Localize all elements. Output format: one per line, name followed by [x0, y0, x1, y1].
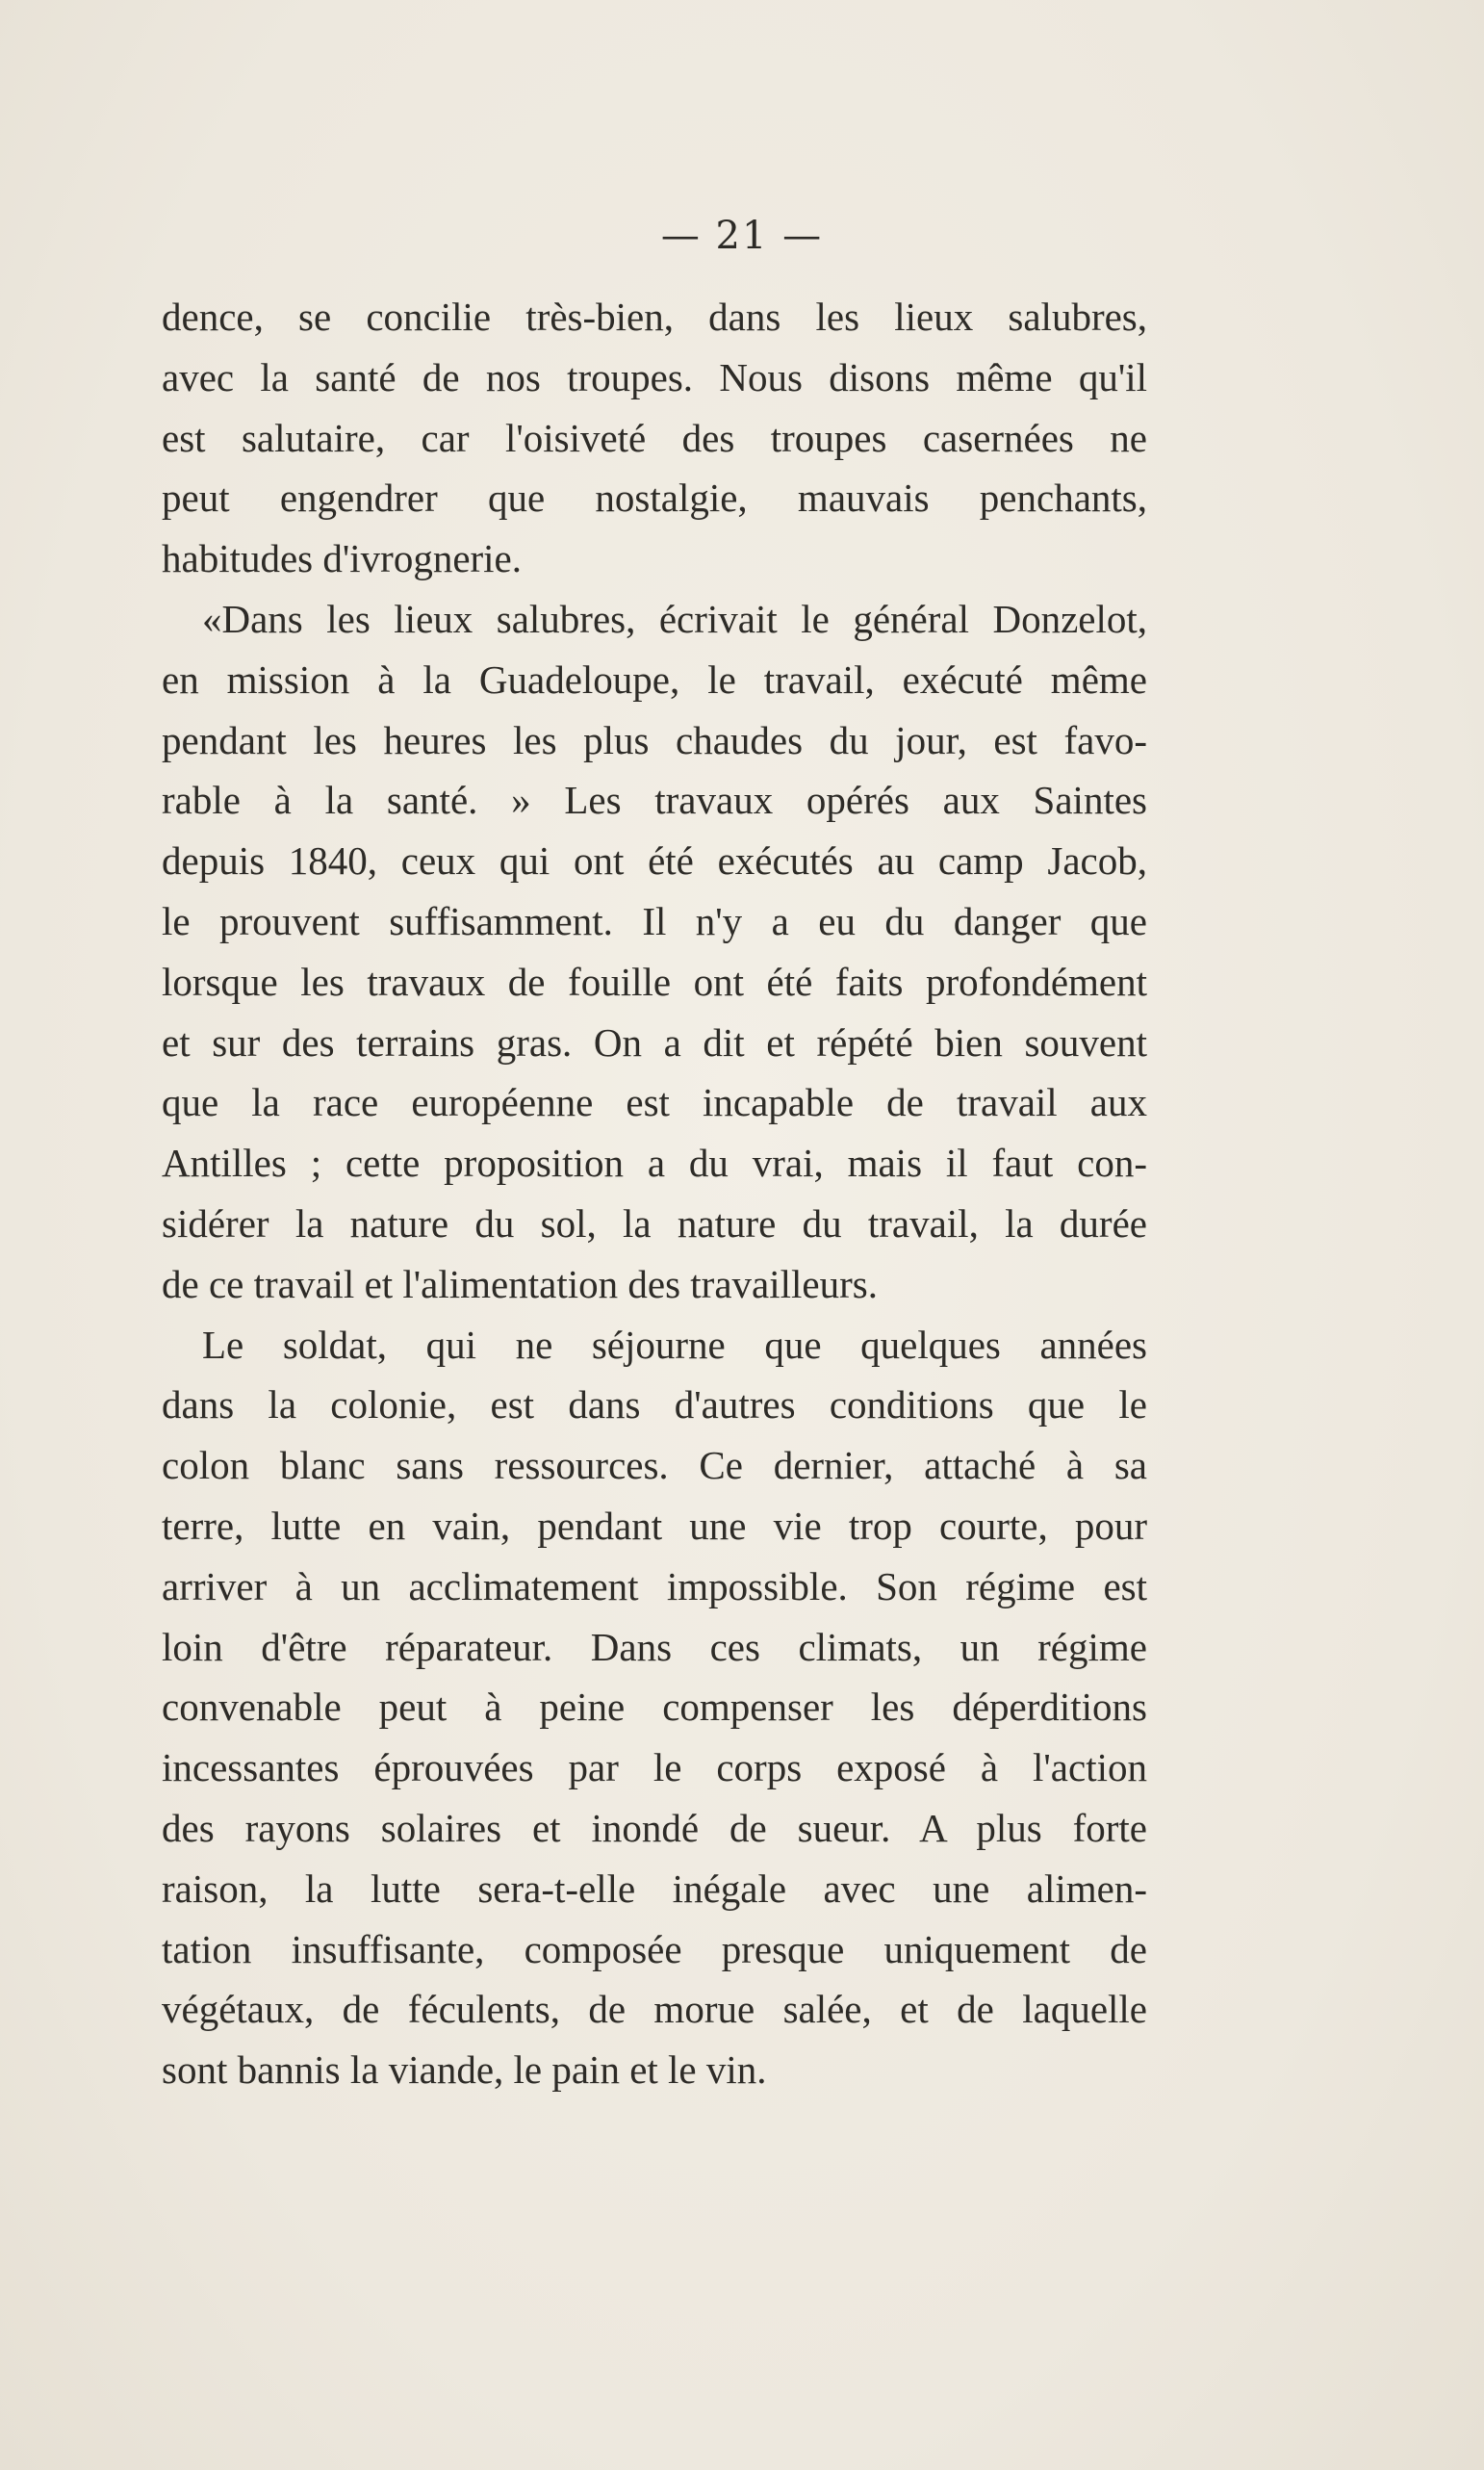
text-line: terre, lutte en vain, pendant une vie trop courte, pour	[162, 1503, 1147, 1548]
text-line: avec la santé de nos troupes. Nous disons même qu'il	[162, 354, 1147, 399]
text-line: rable à la santé. » Les travaux opérés aux Saintes	[162, 778, 1147, 823]
text-line: loin d'être réparateur. Dans ces climats, un régime	[162, 1624, 1147, 1669]
text-line: tation insuffisante, composée presque uniquement de	[162, 1926, 1147, 1971]
paragraph	[162, 1315, 1147, 2100]
text-line: raison, la lutte sera-t-elle inégale avec une alimen-	[162, 1865, 1147, 1911]
paragraph	[162, 589, 1147, 1315]
text-line: dence, se concilie très-bien, dans les lieux salubres,	[162, 295, 1147, 339]
text-line: sont bannis la viande, le pain et le vin.	[162, 2047, 767, 2093]
text-line: dans la colonie, est dans d'autres conditions que le	[162, 1382, 1147, 1428]
text-line: «Dans les lieux salubres, écrivait le général Donzelot,	[202, 596, 1147, 641]
page-number: — 21 —	[660, 214, 824, 258]
text-line: colon blanc sans ressources. Ce dernier, attaché à sa	[162, 1443, 1147, 1488]
text-line: lorsque les travaux de fouille ont été faits profondément	[162, 959, 1147, 1004]
text-line: est salutaire, car l'oisiveté des troupes casernées ne	[162, 415, 1147, 460]
text-line: arriver à un acclimatement impossible. Son régime est	[162, 1563, 1147, 1608]
text-line: Le soldat, qui ne séjourne que quelques années	[202, 1322, 1147, 1367]
body-text	[162, 287, 1147, 2100]
text-line: de ce travail et l'alimentation des travailleurs.	[162, 1261, 878, 1306]
text-line: Antilles ; cette proposition a du vrai, mais il faut con-	[162, 1141, 1147, 1186]
text-line: incessantes éprouvées par le corps exposé à l'action	[162, 1745, 1147, 1790]
text-line: sidérer la nature du sol, la nature du travail, la durée	[162, 1200, 1147, 1246]
paragraph	[162, 287, 1147, 589]
text-line: que la race européenne est incapable de travail aux	[162, 1080, 1147, 1125]
text-line: et sur des terrains gras. On a dit et répété bien souvent	[162, 1019, 1147, 1065]
text-line: habitudes d'ivrognerie.	[162, 536, 523, 581]
text-line: peut engendrer que nostalgie, mauvais penchants,	[162, 476, 1147, 521]
text-line: depuis 1840, ceux qui ont été exécutés au camp Jacob,	[162, 838, 1147, 884]
text-line: des rayons solaires et inondé de sueur. A plus forte	[162, 1805, 1147, 1850]
text-line: végétaux, de féculents, de morue salée, et de laquelle	[162, 1987, 1147, 2032]
text-line: pendant les heures les plus chaudes du jour, est favo-	[162, 717, 1147, 762]
text-line: convenable peut à peine compenser les déperditions	[162, 1685, 1147, 1730]
text-line: en mission à la Guadeloupe, le travail, exécuté même	[162, 656, 1147, 702]
text-line: le prouvent suffisamment. Il n'y a eu du danger que	[162, 898, 1147, 943]
